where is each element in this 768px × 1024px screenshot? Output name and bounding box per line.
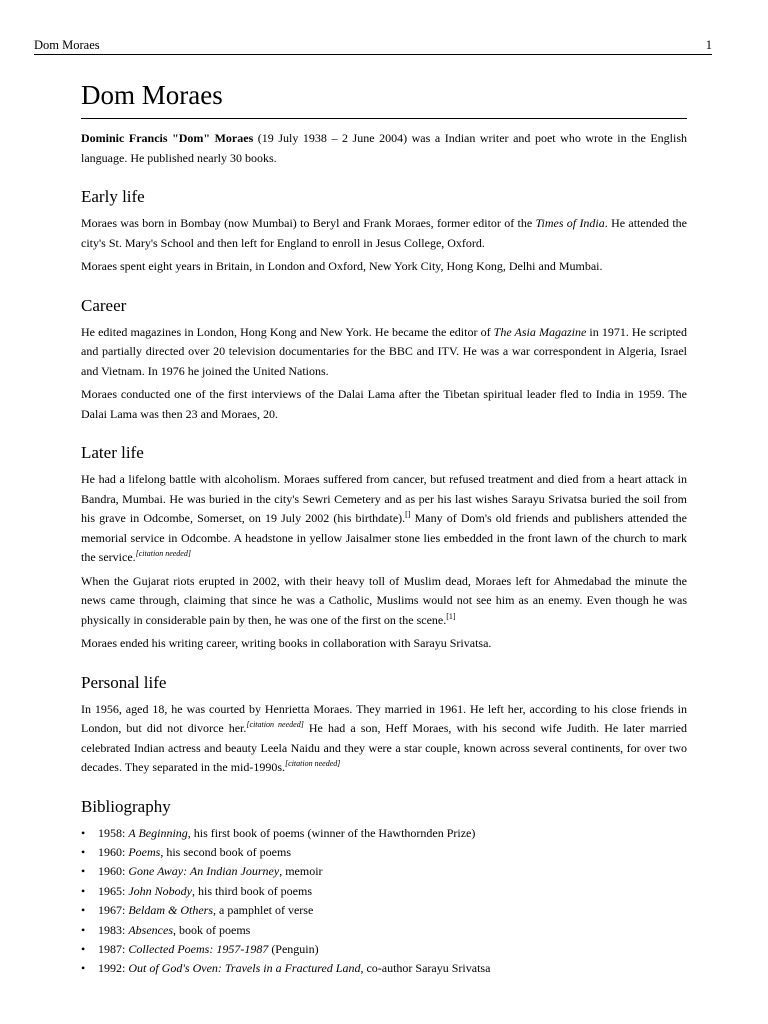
heading-personal-life: Personal life <box>81 672 167 692</box>
early-life-paragraph-1: Moraes was born in Bombay (now Mumbai) to Beryl and Frank Moraes, former editor of the Times of India. He attended the city's St. Mary's School and then left for England to enroll in Jesus College, Oxford. <box>81 216 687 250</box>
personal-life-paragraph-1: In 1956, aged 18, he was courted by Henrietta Moraes. They married in 1961. He left her, according to his close friends in London, but did not divorce her.[citation needed] He had a son, Heff Moraes, with his second wife Judith. He later married celebrated Indian actress and beauty Leela Naidu and they were a star couple, known across several continents, for over two decades. They separated in the mid-1990s.[citation needed] <box>81 701 687 774</box>
list-item: • 1960: Gone Away: An Indian Journey, memoir <box>81 862 687 881</box>
section-bibliography <box>81 796 687 979</box>
list-item: • 1987: Collected Poems: 1957-1987 (Penguin) <box>81 940 687 959</box>
running-header <box>34 38 712 55</box>
later-life-paragraph-3: Moraes ended his writing career, writing books in collaboration with Sarayu Srivatsa. <box>81 636 492 650</box>
heading-career: Career <box>81 295 127 315</box>
bibliography-list <box>81 824 687 979</box>
section-career <box>81 295 687 425</box>
section-personal-life <box>81 672 687 778</box>
heading-bibliography: Bibliography <box>81 796 171 816</box>
list-item: • 1960: Poems, his second book of poems <box>81 843 687 862</box>
article-title: Dom Moraes <box>81 78 687 119</box>
list-item: • 1965: John Nobody, his third book of poems <box>81 882 687 901</box>
early-life-paragraph-2: Moraes spent eight years in Britain, in London and Oxford, New York City, Hong Kong, Delhi and Mumbai. <box>81 259 603 273</box>
subject-name: Dominic Francis "Dom" Moraes <box>81 131 254 145</box>
career-paragraph-2: Moraes conducted one of the first interviews of the Dalai Lama after the Tibetan spiritual leader fled to India in 1959. The Dalai Lama was then 23 and Moraes, 20. <box>81 387 687 421</box>
later-life-paragraph-1: He had a lifelong battle with alcoholism. Moraes suffered from cancer, but refused treatment and died from a heart attack in Bandra, Mumbai. He was buried in the city's Sewri Cemetery and as per his last wishes Sarayu Srivatsa buried the soil from his grave in Odcombe, Somerset, on 19 July 2002 (his birthdate).[] Many of Dom's old friends and publishers attended the memorial service in Odcombe. A headstone in yellow Jaisalmer stone lies embedded in the front lawn of the church to mark the service.[citation needed] <box>81 472 688 564</box>
heading-early-life: Early life <box>81 187 145 206</box>
list-item: • 1958: A Beginning, his first book of poems (winner of the Hawthornden Prize) <box>81 824 687 843</box>
career-paragraph-1: He edited magazines in London, Hong Kong and New York. He became the editor of The Asia Magazine in 1971. He scripted and partially directed over 20 television documentaries for the BBC and ITV. He was a war correspondent in Algeria, Israel and Vietnam. In 1976 he joined the United Nations. <box>81 324 688 378</box>
section-early-life <box>81 186 687 277</box>
list-item: • 1967: Beldam & Others, a pamphlet of verse <box>81 901 687 920</box>
citation-needed-link[interactable]: [citation needed] <box>285 759 341 768</box>
citation-link[interactable]: [1] <box>446 611 456 621</box>
later-life-paragraph-2: When the Gujarat riots erupted in 2002, with their heavy toll of Muslim dead, Moraes left for Ahmedabad the minute the news came through, claiming that since he was a Catholic, Muslims would not see him as an enemy. Even though he was physically in considerable pain by then, he was one of the first on the scene.[1] <box>81 573 687 627</box>
article-body <box>81 78 687 979</box>
list-item: • 1983: Absences, book of poems <box>81 921 687 940</box>
section-later-life <box>81 442 687 654</box>
list-item: • 1992: Out of God's Oven: Travels in a Fractured Land, co-author Sarayu Srivatsa <box>81 959 687 978</box>
citation-needed-link[interactable]: [citation needed] <box>135 549 191 558</box>
heading-later-life: Later life <box>81 443 144 462</box>
page-number: 1 <box>705 38 712 52</box>
citation-needed-link[interactable]: [citation needed] <box>246 720 304 729</box>
intro-paragraph: Dominic Francis "Dom" Moraes (19 July 1938 – 2 June 2004) was a Indian writer and poet who wrote in the English language. He published nearly 30 books. <box>81 131 687 165</box>
running-header-title: Dom Moraes <box>34 38 100 52</box>
citation-link[interactable]: [] <box>405 510 411 519</box>
